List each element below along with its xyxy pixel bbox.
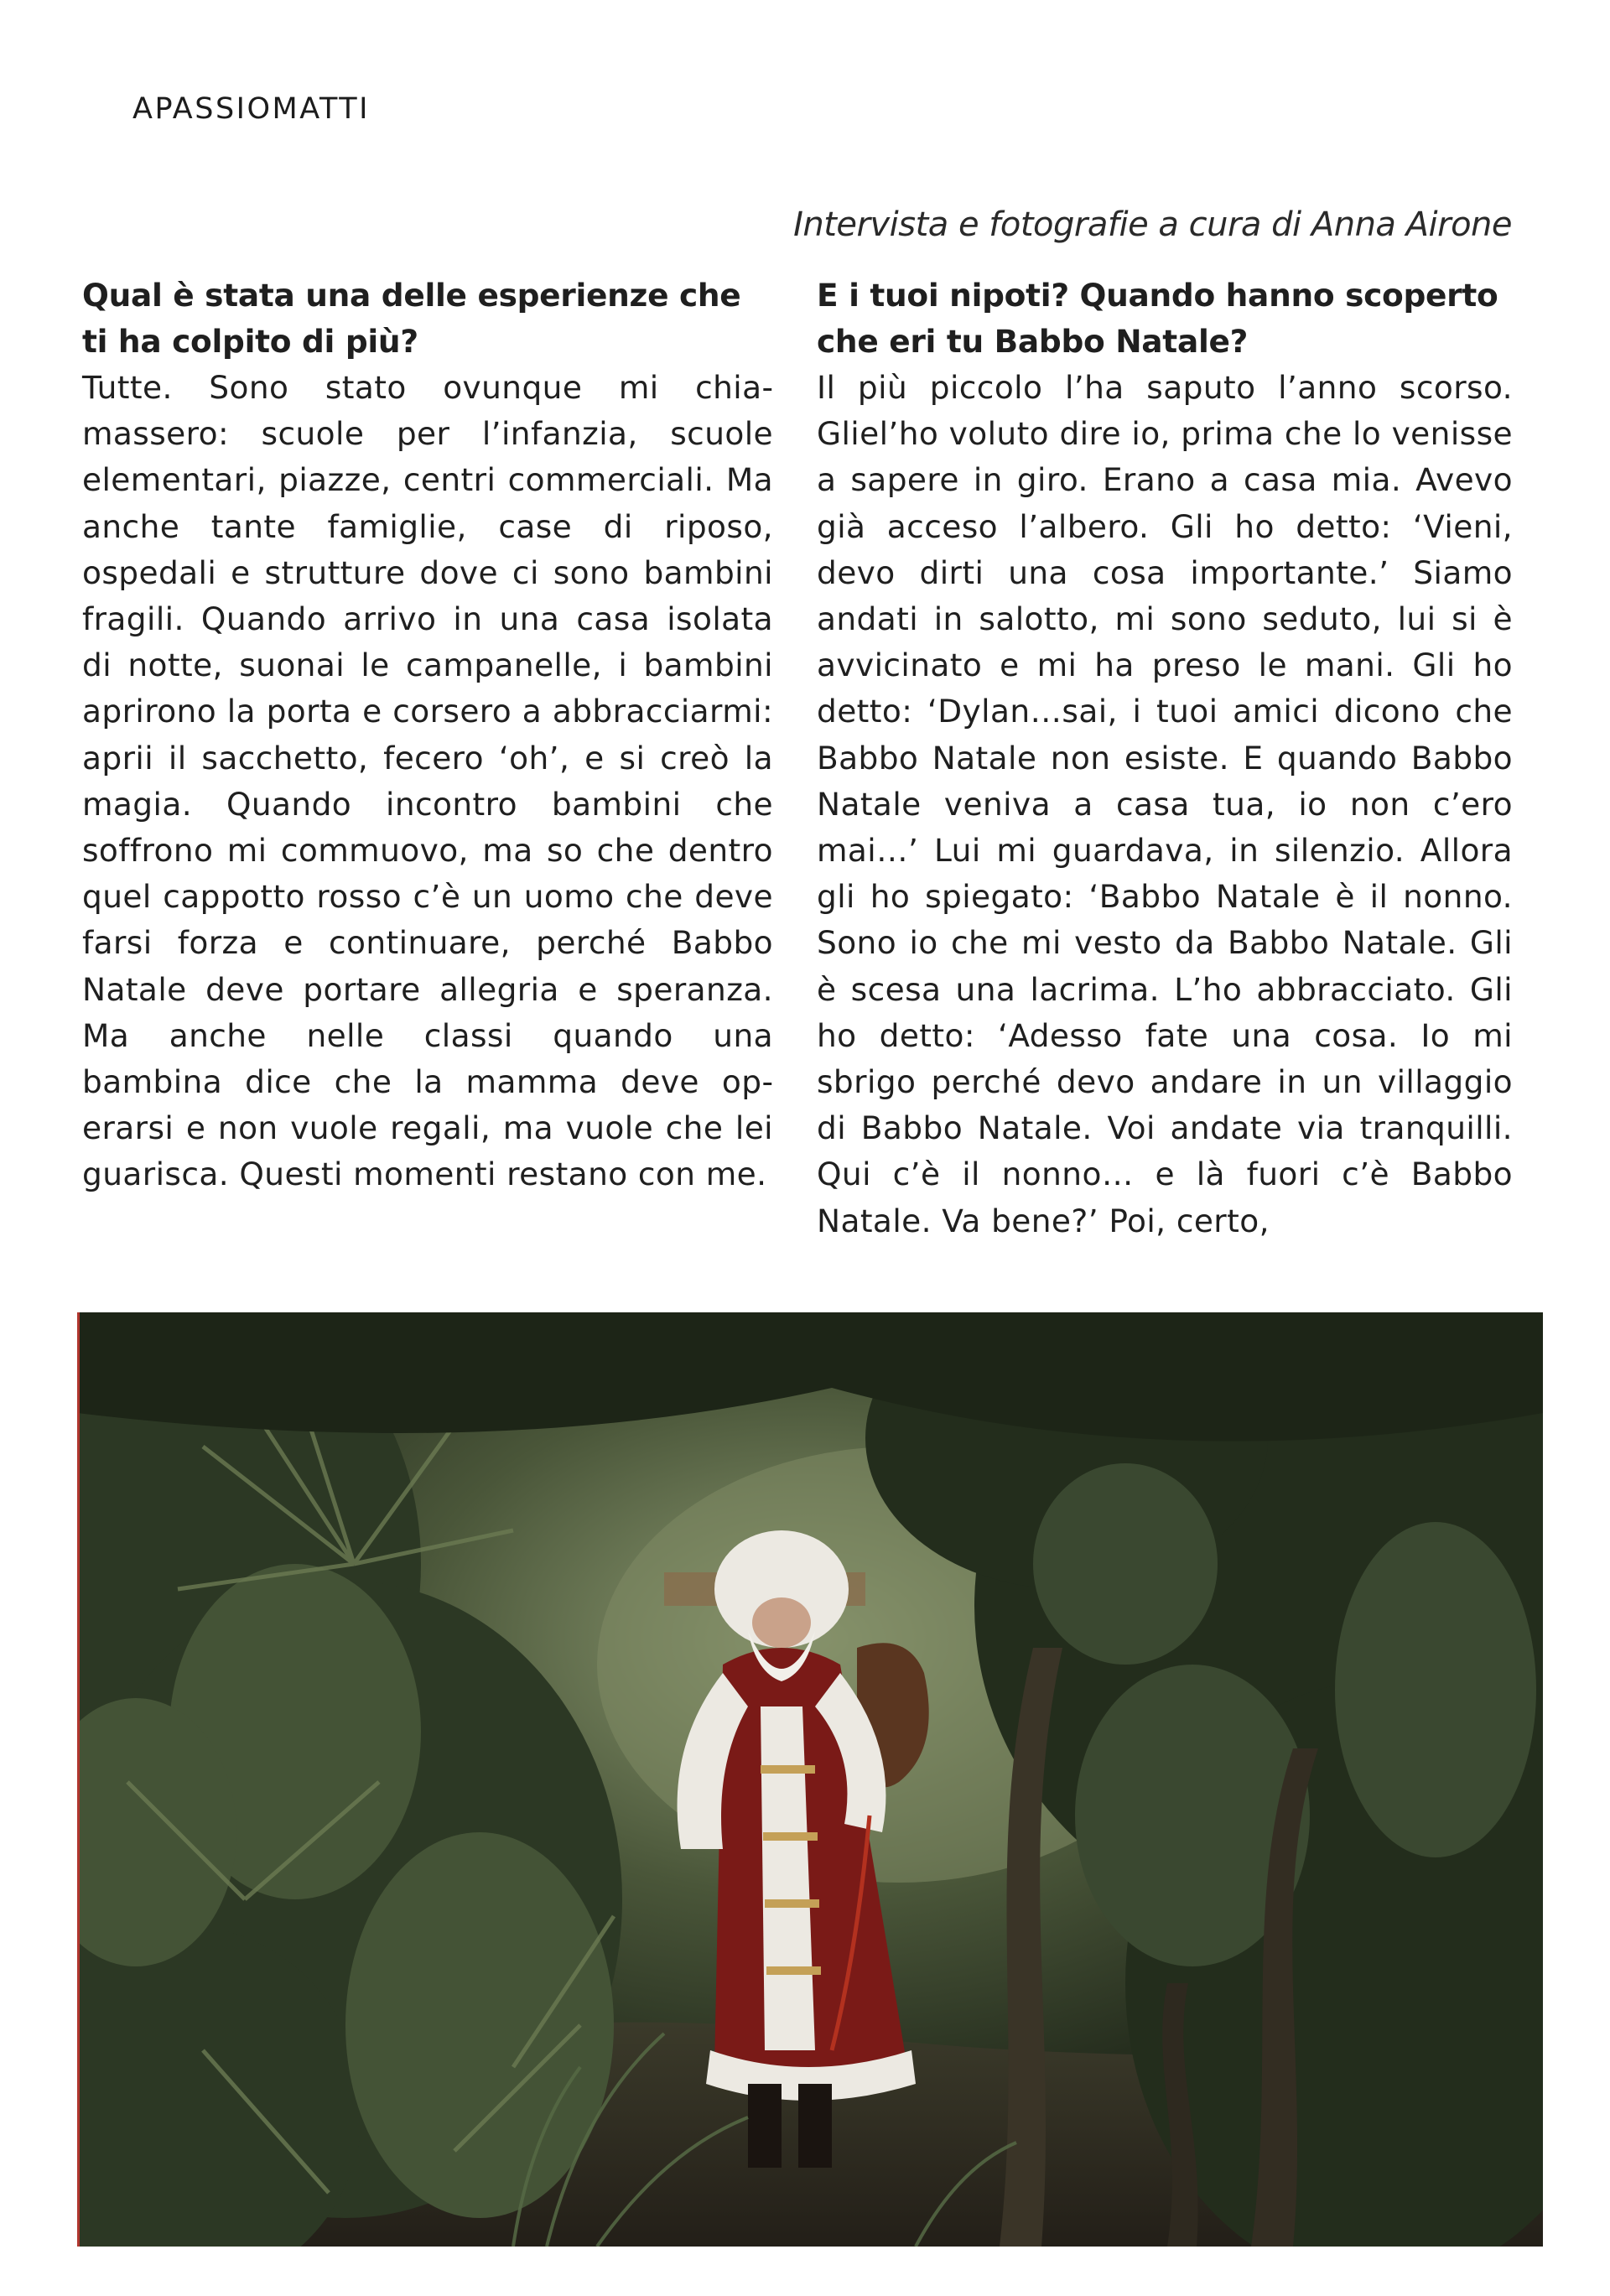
section-header: APASSIOMATTI [132,92,370,126]
interview-answer: Il più piccolo l’ha saputo l’anno scorso. Gliel’ho voluto dire io, prima che lo venisse a sapere in giro. Erano a casa mia. Avevo già acceso l’albero. Gli ho detto: ‘Vieni, devo dirti una cosa importante.’ Siamo andati in salotto, mi sono seduto, lui si è avvicinato e mi ha preso le mani. Gli ho detto: ‘Dylan…sai, i tuoi amici dicono che Babbo Natale non esiste. E quando Babbo Natale veniva a casa tua, io non c’ero mai…’ Lui mi guardava, in silenzio. Allora gli ho spiegato: ‘Babbo Natale è il nonno. Sono io che mi vesto da Babbo Natale. Gli è scesa una lacrima. L’ho abbracciato. Gli ho detto: ‘Adesso fate una cosa. Io mi sbrigo perché devo andare in un villaggio di Babbo Natale. Voi andate via tranquilli. Qui c’è il nonno… e là fuori c’è Babbo Natale. Va bene?’ Poi, certo, [817,369,1513,1239]
interview-question: E i tuoi nipoti? Quando hanno scoperto che eri tu Babbo Natale? [817,277,1498,360]
interview-question: Qual è stata una delle esperienze che ti ha colpito di più? [82,277,741,360]
photo-credit: Intervista e fotografie a cura di Anna Airone [793,205,1512,244]
accent-line [77,1312,80,2247]
santa-in-garden-illustration [77,1312,1543,2247]
left-column [82,273,773,1198]
santa-photo [77,1312,1543,2247]
interview-answer: Tutte. Sono stato ovunque mi chiamassero: scuole per l’infanzia, scuole elementari, piazze, centri commerciali. Ma anche tante famiglie, case di riposo, ospedali e strutture dove ci sono bambini fragili. Quando arrivo in una casa isolata di notte, suonai le campanelle, i bambini aprirono la porta e corsero a abbracciarmi: aprii il sacchetto, fecero ‘oh’, e si creò la magia. Quando incontro bambini che soffrono mi commuovo, ma so che dentro quel cappotto rosso c’è un uomo che deve farsi forza e continuare, perché Babbo Natale deve portare allegria e speranza. Ma anche nelle classi quando una bambina dice che la mamma deve operarsi e non vuole regali, ma vuole che lei guarisca. Questi momenti restano con me. [82,369,773,1193]
right-column [817,273,1513,1244]
